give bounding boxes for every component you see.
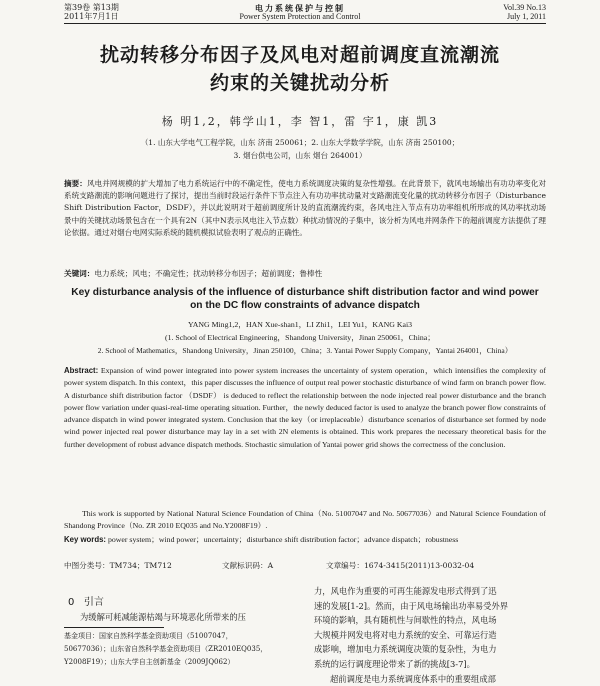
authors-en: YANG Ming1,2，HAN Xue-shan1，LI Zhi1，LEI Yu1，KANG Kai3 <box>187 320 413 329</box>
footnote-line-3: Y2008F19）；山东大学自主创新基金（2009JQ062） <box>64 657 235 666</box>
keywords-cn <box>64 268 546 280</box>
footnote <box>64 630 304 668</box>
article-number-value: 1674-3415(2011)13-0032-04 <box>363 561 475 570</box>
volume-issue-cn: 第39卷 第13期 <box>64 3 119 12</box>
title-cn-line-1: 扰动转移分布因子及风电对超前调度直流潮流 <box>99 44 500 66</box>
keywords-cn-text: 电力系统；风电；不确定性；扰动转移分布因子；超前调度；鲁棒性 <box>94 269 323 278</box>
intro-right-line-5: 成影响，增加电力系统调度决策的复杂性，为电力 <box>314 644 497 655</box>
volume-issue-en: Vol.39 No.13 <box>503 3 546 12</box>
keywords-en-label: Key words: <box>64 535 107 544</box>
doc-code-value: A <box>267 561 274 570</box>
article-number <box>326 560 474 571</box>
abstract-cn <box>64 178 546 239</box>
affiliation-cn-line-1: （1. 山东大学电气工程学院，山东 济南 250061；2. 山东大学数学学院，山东 济南 250100； <box>140 138 460 147</box>
intro-right-line-6: 系统的运行调度理论带来了新的挑战[3-7]。 <box>314 658 475 669</box>
section-number: 0 <box>68 597 75 608</box>
clc-number <box>64 560 172 571</box>
intro-left-line: 为缓解可耗减能源枯竭与环境恶化所带来的压 <box>80 612 246 622</box>
date-cn: 2011年7月1日 <box>64 12 119 21</box>
keywords-en <box>64 534 546 546</box>
doc-code-label: 文献标识码： <box>222 561 268 570</box>
keywords-cn-label: 关键词： <box>64 269 95 278</box>
intro-right-line-7: 超前调度是电力系统调度体系中的重要组成部 <box>330 673 496 684</box>
abstract-cn-text: 风电并网规模的扩大增加了电力系统运行中的不确定性，使电力系统调度决策的复杂性增强。在此背景下，就风电场输出有功功率变化对系统支路潮流的影响问题进行了探讨，提出当前时段运行条件下节点注入有功功率扰动量对支路潮流变化量的扰动转移分布因子（Disturbance Shift Distribution Factor，DSDF），并以此说明对于超前调度所计及的直流潮流约束，各风电注入节点有功功率组机所形成的风功率扰动场景中的关键扰动场景包含在一个具有2N（其中N表示风电注入节点数）种扰动情况的子集中，该分析为风电并网条件下的超前调度方法提供了理论依据。通过对烟台电网实际系统的随机模拟试验表明了观点的正确性。 <box>64 179 547 237</box>
clc-value: TM734；TM712 <box>109 561 172 570</box>
intro-right-line-3: 环境的影响，具有随机性与间歇性的特点，风电场 <box>314 615 497 626</box>
title-cn-line-2: 约束的关键扰动分析 <box>209 72 390 94</box>
section-title: 引言 <box>83 597 104 608</box>
keywords-en-text: power system；wind power；uncertainty；disturbance shift distribution factor；advance dispatch；robustness <box>107 535 459 544</box>
journal-name-en: Power System Protection and Control <box>239 12 361 21</box>
footnote-rule <box>64 627 164 628</box>
affiliation-en-line-1: (1. School of Electrical Engineering，Shandong University，Jinan 250061，China； <box>164 333 436 342</box>
intro-right-line-1: 力，风电作为重要的可再生能源发电形式得到了迅 <box>314 586 497 596</box>
document-code <box>222 560 273 571</box>
affiliation-en-line-2: 2. School of Mathematics，Shandong University，Jinan 250100，China；3. Yantai Power Supply Company，Yantai 264001，China） <box>97 346 513 355</box>
support-en: This work is supported by National Natural Science Foundation of China（No. 51007047 and No. 50677036）and Natural Science Foundation of Shandong Province（No. ZR 2010 EQ035 and No.Y2008F19）. <box>64 509 546 531</box>
authors-cn: 杨 明1,2，韩学山1，李 智1，雷 宇1，康 凯3 <box>161 115 439 128</box>
section-heading <box>68 593 104 608</box>
header-rule <box>64 23 546 24</box>
intro-right-column <box>314 584 548 686</box>
footnote-line-1: 基金项目：国家自然科学基金资助项目（51007047， <box>64 632 233 640</box>
affiliation-cn-line-2: 3. 烟台供电公司，山东 烟台 264001） <box>233 151 367 160</box>
clc-label: 中图分类号： <box>64 561 110 570</box>
abstract-en-label: Abstract: <box>64 366 99 375</box>
article-number-label: 文章编号： <box>326 561 364 570</box>
intro-right-line-4: 大规模并网发电将对电力系统的安全、可靠运行造 <box>314 629 497 640</box>
footnote-line-2: 50677036）；山东省自然科学基金资助项目（ZR2010EQ035， <box>64 644 268 653</box>
title-en: Key disturbance analysis of the influence of disturbance shift distribution factor and wind power on the DC flow constraints of advance dispatch <box>71 287 539 311</box>
intro-right-line-2: 速的发展[1-2]。然而，由于风电场输出功率易受外界 <box>314 600 509 611</box>
journal-name-cn: 电力系统保护与控制 <box>255 3 345 13</box>
date-en: July 1, 2011 <box>506 12 546 21</box>
abstract-en-text: Expansion of wind power integrated into power system increases the uncertainty of system operation，which intensifies the complexity of power system dispatch. In this context，this paper discusses the influence of output real power stochastic disturbance of wind farm on branch power flow. A disturbance shift distribution factor （DSDF） is deduced to reflect the relationship between the node injected real power disturbance and the branch power flow variation under quasi-real-time operating situation. Further，the newly deduced factor is used to analyze the branch power flow constraints of advance dispatch in wind power integrated system. Conclusion that the key（or irreplaceable）disturbance scenarios of disturbance set formed by node wind power injected real power disturbance may lay in a set with 2N elements is obtained. This work prepares the necessary theoretical basis for the further development of robust advance dispatch methods. Stochastic simulation of Yantai power grid shows the correctness of the conclusion. <box>64 366 546 449</box>
abstract-en <box>64 365 546 451</box>
abstract-cn-label: 摘要： <box>64 179 87 188</box>
